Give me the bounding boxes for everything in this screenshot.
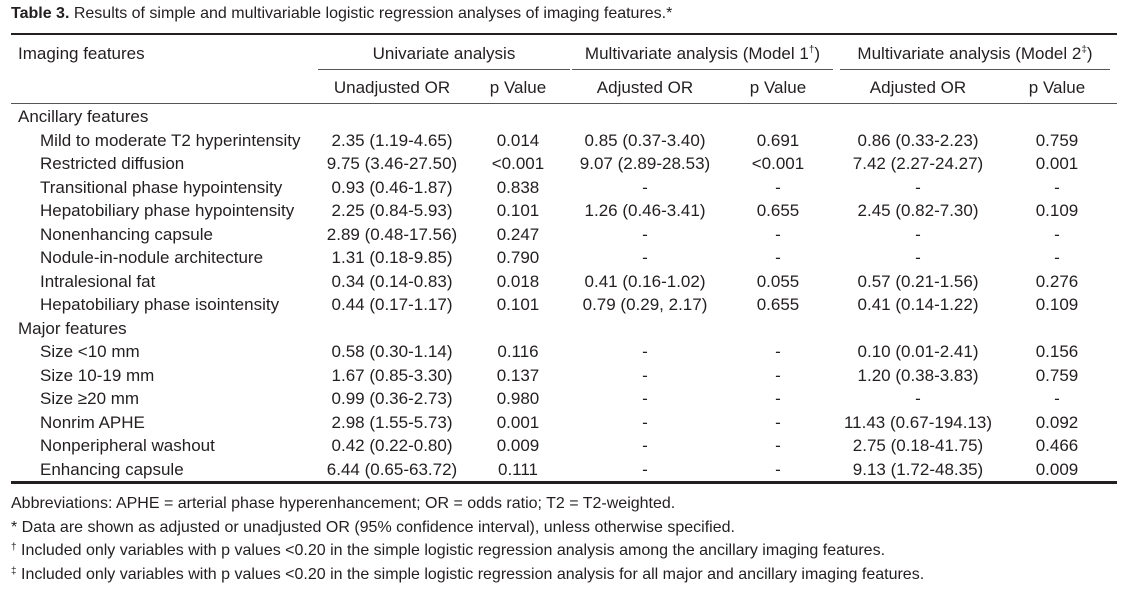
- table-cell: 0.137: [496, 365, 540, 385]
- feature-name: Size ≥20 mm: [40, 389, 140, 408]
- table-cell: 0.79 (0.29, 2.17): [582, 295, 708, 314]
- table-cell: 0.42 (0.22-0.80): [331, 436, 453, 455]
- table-cell: -: [1054, 248, 1060, 267]
- table-cell: 0.34 (0.14-0.83): [331, 271, 453, 291]
- table-cell: -: [775, 436, 781, 455]
- table-cell: 0.85 (0.37-3.40): [584, 130, 706, 150]
- table-cell: -: [642, 436, 648, 455]
- feature-name: Size 10-19 mm: [40, 365, 155, 385]
- footnote-double-dagger: ‡ Included only variables with p values <0.20 in the simple logistic regression analysis for all major and ancillary imaging features.: [11, 565, 925, 583]
- table-cell: 0.247: [496, 224, 540, 244]
- feature-name: Nonenhancing capsule: [40, 224, 213, 244]
- table-cell: 2.75 (0.18-41.75): [852, 436, 984, 455]
- section-title: Ancillary features: [18, 107, 149, 126]
- table-cell: 1.67 (0.85-3.30): [331, 365, 453, 385]
- table-cell: -: [1054, 389, 1060, 408]
- table-cell: -: [1054, 224, 1060, 244]
- feature-name: Enhancing capsule: [40, 459, 184, 479]
- table-cell: 0.58 (0.30-1.14): [331, 342, 453, 361]
- table-cell: 2.35 (1.19-4.65): [331, 130, 453, 150]
- section-title: Major features: [18, 318, 127, 338]
- group-header: Univariate analysis: [372, 44, 516, 63]
- footnote-asterisk: * Data are shown as adjusted or unadjusted OR (95% confidence interval), unless otherwise specified.: [11, 518, 735, 536]
- table-cell: <0.001: [491, 154, 545, 173]
- table-cell: 0.001: [1035, 154, 1079, 173]
- table-cell: 0.41 (0.14-1.22): [857, 295, 979, 314]
- table-cell: 0.116: [497, 342, 539, 361]
- table-cell: 0.014: [496, 130, 540, 150]
- table-cell: 0.018: [496, 271, 540, 291]
- table-cell: 0.092: [1035, 412, 1079, 432]
- group-header: Multivariate analysis (Model 2‡): [857, 44, 1093, 63]
- table-cell: 9.07 (2.89-28.53): [579, 154, 711, 173]
- table-cell: -: [915, 389, 921, 408]
- table-cell: -: [642, 389, 648, 408]
- table-cell: 0.109: [1035, 201, 1079, 220]
- table-cell: 0.466: [1035, 436, 1079, 455]
- table-cell: 0.10 (0.01-2.41): [857, 342, 979, 361]
- table-cell: 0.655: [756, 295, 800, 314]
- table-cell: 9.75 (3.46-27.50): [326, 154, 458, 173]
- table-cell: 0.86 (0.33-2.23): [857, 130, 979, 150]
- feature-name: Intralesional fat: [40, 271, 156, 291]
- table-cell: 2.89 (0.48-17.56): [326, 224, 458, 244]
- table-cell: -: [915, 248, 921, 267]
- caption-text: Results of simple and multivariable logistic regression analyses of imaging features.*: [73, 5, 673, 22]
- feature-name: Size <10 mm: [40, 342, 140, 361]
- table-cell: -: [642, 342, 648, 361]
- feature-name: Hepatobiliary phase isointensity: [40, 295, 280, 314]
- bottom-rule: [11, 481, 1117, 484]
- subcolumn-header: p Value: [489, 78, 547, 97]
- feature-name: Nonrim APHE: [40, 412, 145, 432]
- table-cell: 0.99 (0.36-2.73): [331, 389, 453, 408]
- feature-column-header: Imaging features: [18, 44, 145, 63]
- table-cell: 0.055: [756, 271, 800, 291]
- table-cell: <0.001: [751, 154, 805, 173]
- group-header: Multivariate analysis (Model 1†): [584, 44, 821, 63]
- table-cell: 0.980: [496, 389, 540, 408]
- table-cell: -: [775, 248, 781, 267]
- table-cell: -: [642, 365, 648, 385]
- table-cell: 1.31 (0.18-9.85): [331, 248, 453, 267]
- table-cell: 0.759: [1035, 130, 1079, 150]
- table-cell: 2.98 (1.55-5.73): [331, 412, 453, 432]
- table-cell: 0.41 (0.16-1.02): [584, 271, 706, 291]
- table-cell: -: [642, 412, 648, 432]
- footnotes: [11, 492, 924, 586]
- table-cell: 0.109: [1035, 295, 1079, 314]
- header-rule: [11, 103, 1117, 104]
- table-cell: 9.13 (1.72-48.35): [852, 459, 984, 479]
- table-cell: -: [775, 412, 781, 432]
- table-cell: 2.45 (0.82-7.30): [857, 201, 979, 220]
- table-cell: 1.20 (0.38-3.83): [857, 365, 979, 385]
- table-cell: 0.101: [496, 201, 540, 220]
- table-cell: 0.655: [756, 201, 800, 220]
- table-cell: 0.691: [756, 130, 800, 150]
- table-cell: 0.276: [1035, 271, 1079, 291]
- subcolumn-header: Adjusted OR: [596, 78, 694, 97]
- top-rule: [11, 33, 1117, 35]
- table-cell: 0.009: [1035, 459, 1079, 479]
- group-underline: [572, 69, 833, 70]
- caption-label: Table 3.: [11, 5, 70, 22]
- feature-name: Nodule-in-nodule architecture: [40, 248, 264, 267]
- table-cell: -: [775, 342, 781, 361]
- feature-name: Mild to moderate T2 hyperintensity: [40, 130, 301, 150]
- table-cell: 0.111: [497, 459, 539, 479]
- table-cell: 0.156: [1035, 342, 1079, 361]
- table-cell: 0.93 (0.46-1.87): [331, 177, 453, 197]
- table-cell: 1.26 (0.46-3.41): [584, 201, 706, 220]
- table-caption: [11, 4, 672, 24]
- table-cell: -: [915, 224, 921, 244]
- feature-name: Transitional phase hypointensity: [40, 177, 283, 197]
- table-cell: 0.57 (0.21-1.56): [857, 271, 979, 291]
- table-cell: -: [775, 389, 781, 408]
- table-cell: 0.44 (0.17-1.17): [331, 295, 453, 314]
- footnote-dagger: † Included only variables with p values <0.20 in the simple logistic regression analysis among the ancillary imaging features.: [11, 542, 886, 559]
- table-cell: -: [642, 177, 648, 197]
- table-cell: 11.43 (0.67-194.13): [843, 412, 993, 432]
- table-cell: 0.001: [496, 412, 540, 432]
- group-underline: [840, 69, 1110, 70]
- subcolumn-header: p Value: [1028, 78, 1086, 97]
- table-cell: -: [915, 177, 921, 197]
- table-cell: 6.44 (0.65-63.72): [326, 459, 458, 479]
- table-cell: 0.790: [496, 248, 540, 267]
- table-cell: -: [642, 224, 648, 244]
- table-cell: -: [775, 365, 781, 385]
- subcolumn-header: Unadjusted OR: [333, 78, 451, 97]
- table-cell: 0.101: [496, 295, 540, 314]
- table-cell: -: [775, 224, 781, 244]
- table-cell: 0.009: [496, 436, 540, 455]
- footnote-abbreviations: Abbreviations: APHE = arterial phase hyperenhancement; OR = odds ratio; T2 = T2-weighted.: [11, 495, 676, 512]
- table-cell: -: [775, 177, 781, 197]
- feature-name: Hepatobiliary phase hypointensity: [40, 201, 295, 220]
- table-cell: -: [642, 248, 648, 267]
- table-cell: -: [642, 459, 648, 479]
- subcolumn-header: p Value: [749, 78, 807, 97]
- feature-name: Nonperipheral washout: [40, 436, 215, 455]
- table-cell: -: [775, 459, 781, 479]
- group-underline: [318, 69, 570, 70]
- feature-name: Restricted diffusion: [40, 154, 185, 173]
- table-cell: 7.42 (2.27-24.27): [852, 154, 984, 173]
- table-cell: -: [1054, 177, 1060, 197]
- table-cell: 0.759: [1035, 365, 1079, 385]
- subcolumn-header: Adjusted OR: [869, 78, 967, 97]
- table-cell: 0.838: [496, 177, 540, 197]
- table-cell: 2.25 (0.84-5.93): [331, 201, 453, 220]
